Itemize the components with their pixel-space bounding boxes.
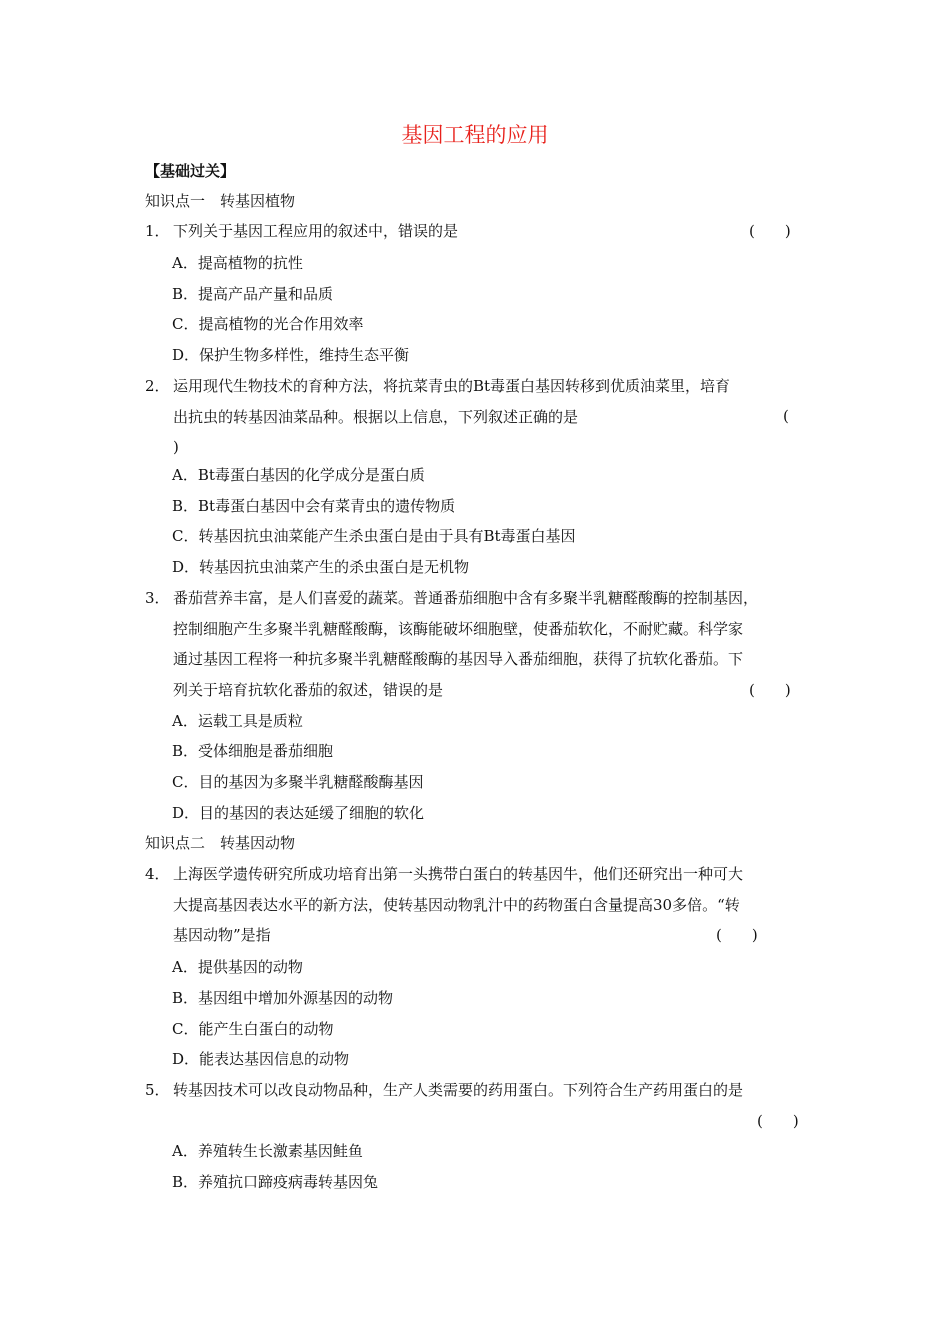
answer-blank: ( ) xyxy=(716,926,758,944)
option-d: D．目的基因的表达延缓了细胞的软化 xyxy=(172,804,425,822)
option-b: B．受体细胞是番茄细胞 xyxy=(172,742,334,760)
option-a: A．养殖转生长激素基因鲑鱼 xyxy=(172,1142,363,1160)
option-a: A．Bt毒蛋白基因的化学成分是蛋白质 xyxy=(172,466,425,484)
question-number: 3． xyxy=(145,589,170,607)
option-c: C．目的基因为多聚半乳糖醛酸酶基因 xyxy=(172,773,424,791)
question-text: 下列关于基因工程应用的叙述中，错误的是 xyxy=(173,222,459,240)
question-number: 5． xyxy=(145,1081,170,1099)
option-a: A．运载工具是质粒 xyxy=(172,712,303,730)
answer-blank: ( ) xyxy=(757,1112,799,1130)
question-text-line-1: 番茄营养丰富，是人们喜爱的蔬菜。普通番茄细胞中含有多聚半乳糖醛酸酶的控制基因， xyxy=(173,589,759,607)
option-a: A．提高植物的抗性 xyxy=(172,254,303,272)
question-text-line-2: 控制细胞产生多聚半乳糖醛酸酶，该酶能破坏细胞壁，使番茄软化，不耐贮藏。科学家 xyxy=(173,619,744,638)
question-text-line-1: 上海医学遗传研究所成功培育出第一头携带白蛋白的转基因牛，他们还研究出一种可大 xyxy=(173,865,744,883)
option-d: D．转基因抗虫油菜产生的杀虫蛋白是无机物 xyxy=(172,558,470,576)
question-text-line-2: 出抗虫的转基因油菜品种。根据以上信息，下列叙述正确的是 xyxy=(173,407,579,426)
page-title: 基因工程的应用 xyxy=(401,123,549,147)
option-b: B．Bt毒蛋白基因中会有菜青虫的遗传物质 xyxy=(172,497,456,515)
answer-blank: ( ) xyxy=(749,222,791,240)
section-heading-basic: 【基础过关】 xyxy=(145,162,236,180)
option-b: B．养殖抗口蹄疫病毒转基因兔 xyxy=(172,1173,379,1191)
question-text-line-4: 列关于培育抗软化番茄的叙述，错误的是 xyxy=(173,680,444,699)
option-b: B．提高产品产量和品质 xyxy=(172,285,334,303)
question-text-line-3: 基因动物”是指 xyxy=(173,926,271,945)
option-b: B．基因组中增加外源基因的动物 xyxy=(172,989,394,1007)
option-c: C．提高植物的光合作用效率 xyxy=(172,315,364,333)
knowledge-point-2: 知识点二 转基因动物 xyxy=(145,834,296,852)
option-c: C．能产生白蛋白的动物 xyxy=(172,1020,334,1038)
question-text-line-1: 运用现代生物技术的育种方法，将抗菜青虫的Bt毒蛋白基因转移到优质油菜里，培育 xyxy=(173,377,731,395)
question-2 xyxy=(145,371,810,456)
question-text-line-3: 通过基因工程将一种抗多聚半乳糖醛酸酶的基因导入番茄细胞，获得了抗软化番茄。下 xyxy=(173,650,744,669)
question-3 xyxy=(145,583,810,705)
option-a: A．提供基因的动物 xyxy=(172,958,303,976)
option-d: D．能表达基因信息的动物 xyxy=(172,1050,350,1068)
question-number: 2． xyxy=(145,377,170,395)
answer-blank: ( ) xyxy=(749,681,791,699)
question-text-line-2: 大提高基因表达水平的新方法，使转基因动物乳汁中的药物蛋白含量提高30多倍。“转 xyxy=(173,895,740,914)
question-5 xyxy=(145,1075,810,1130)
question-4 xyxy=(145,859,810,951)
question-number: 4． xyxy=(145,865,170,883)
knowledge-point-1: 知识点一 转基因植物 xyxy=(145,192,296,210)
option-c: C．转基因抗虫油菜能产生杀虫蛋白是由于具有Bt毒蛋白基因 xyxy=(172,527,576,545)
question-number: 1． xyxy=(145,222,170,240)
answer-blank-open: ( xyxy=(783,407,789,425)
option-d: D．保护生物多样性，维持生态平衡 xyxy=(172,346,410,364)
question-1 xyxy=(145,216,810,247)
question-text: 转基因技术可以改良动物品种，生产人类需要的药用蛋白。下列符合生产药用蛋白的是 xyxy=(173,1081,744,1099)
answer-blank-close: ) xyxy=(173,438,179,456)
